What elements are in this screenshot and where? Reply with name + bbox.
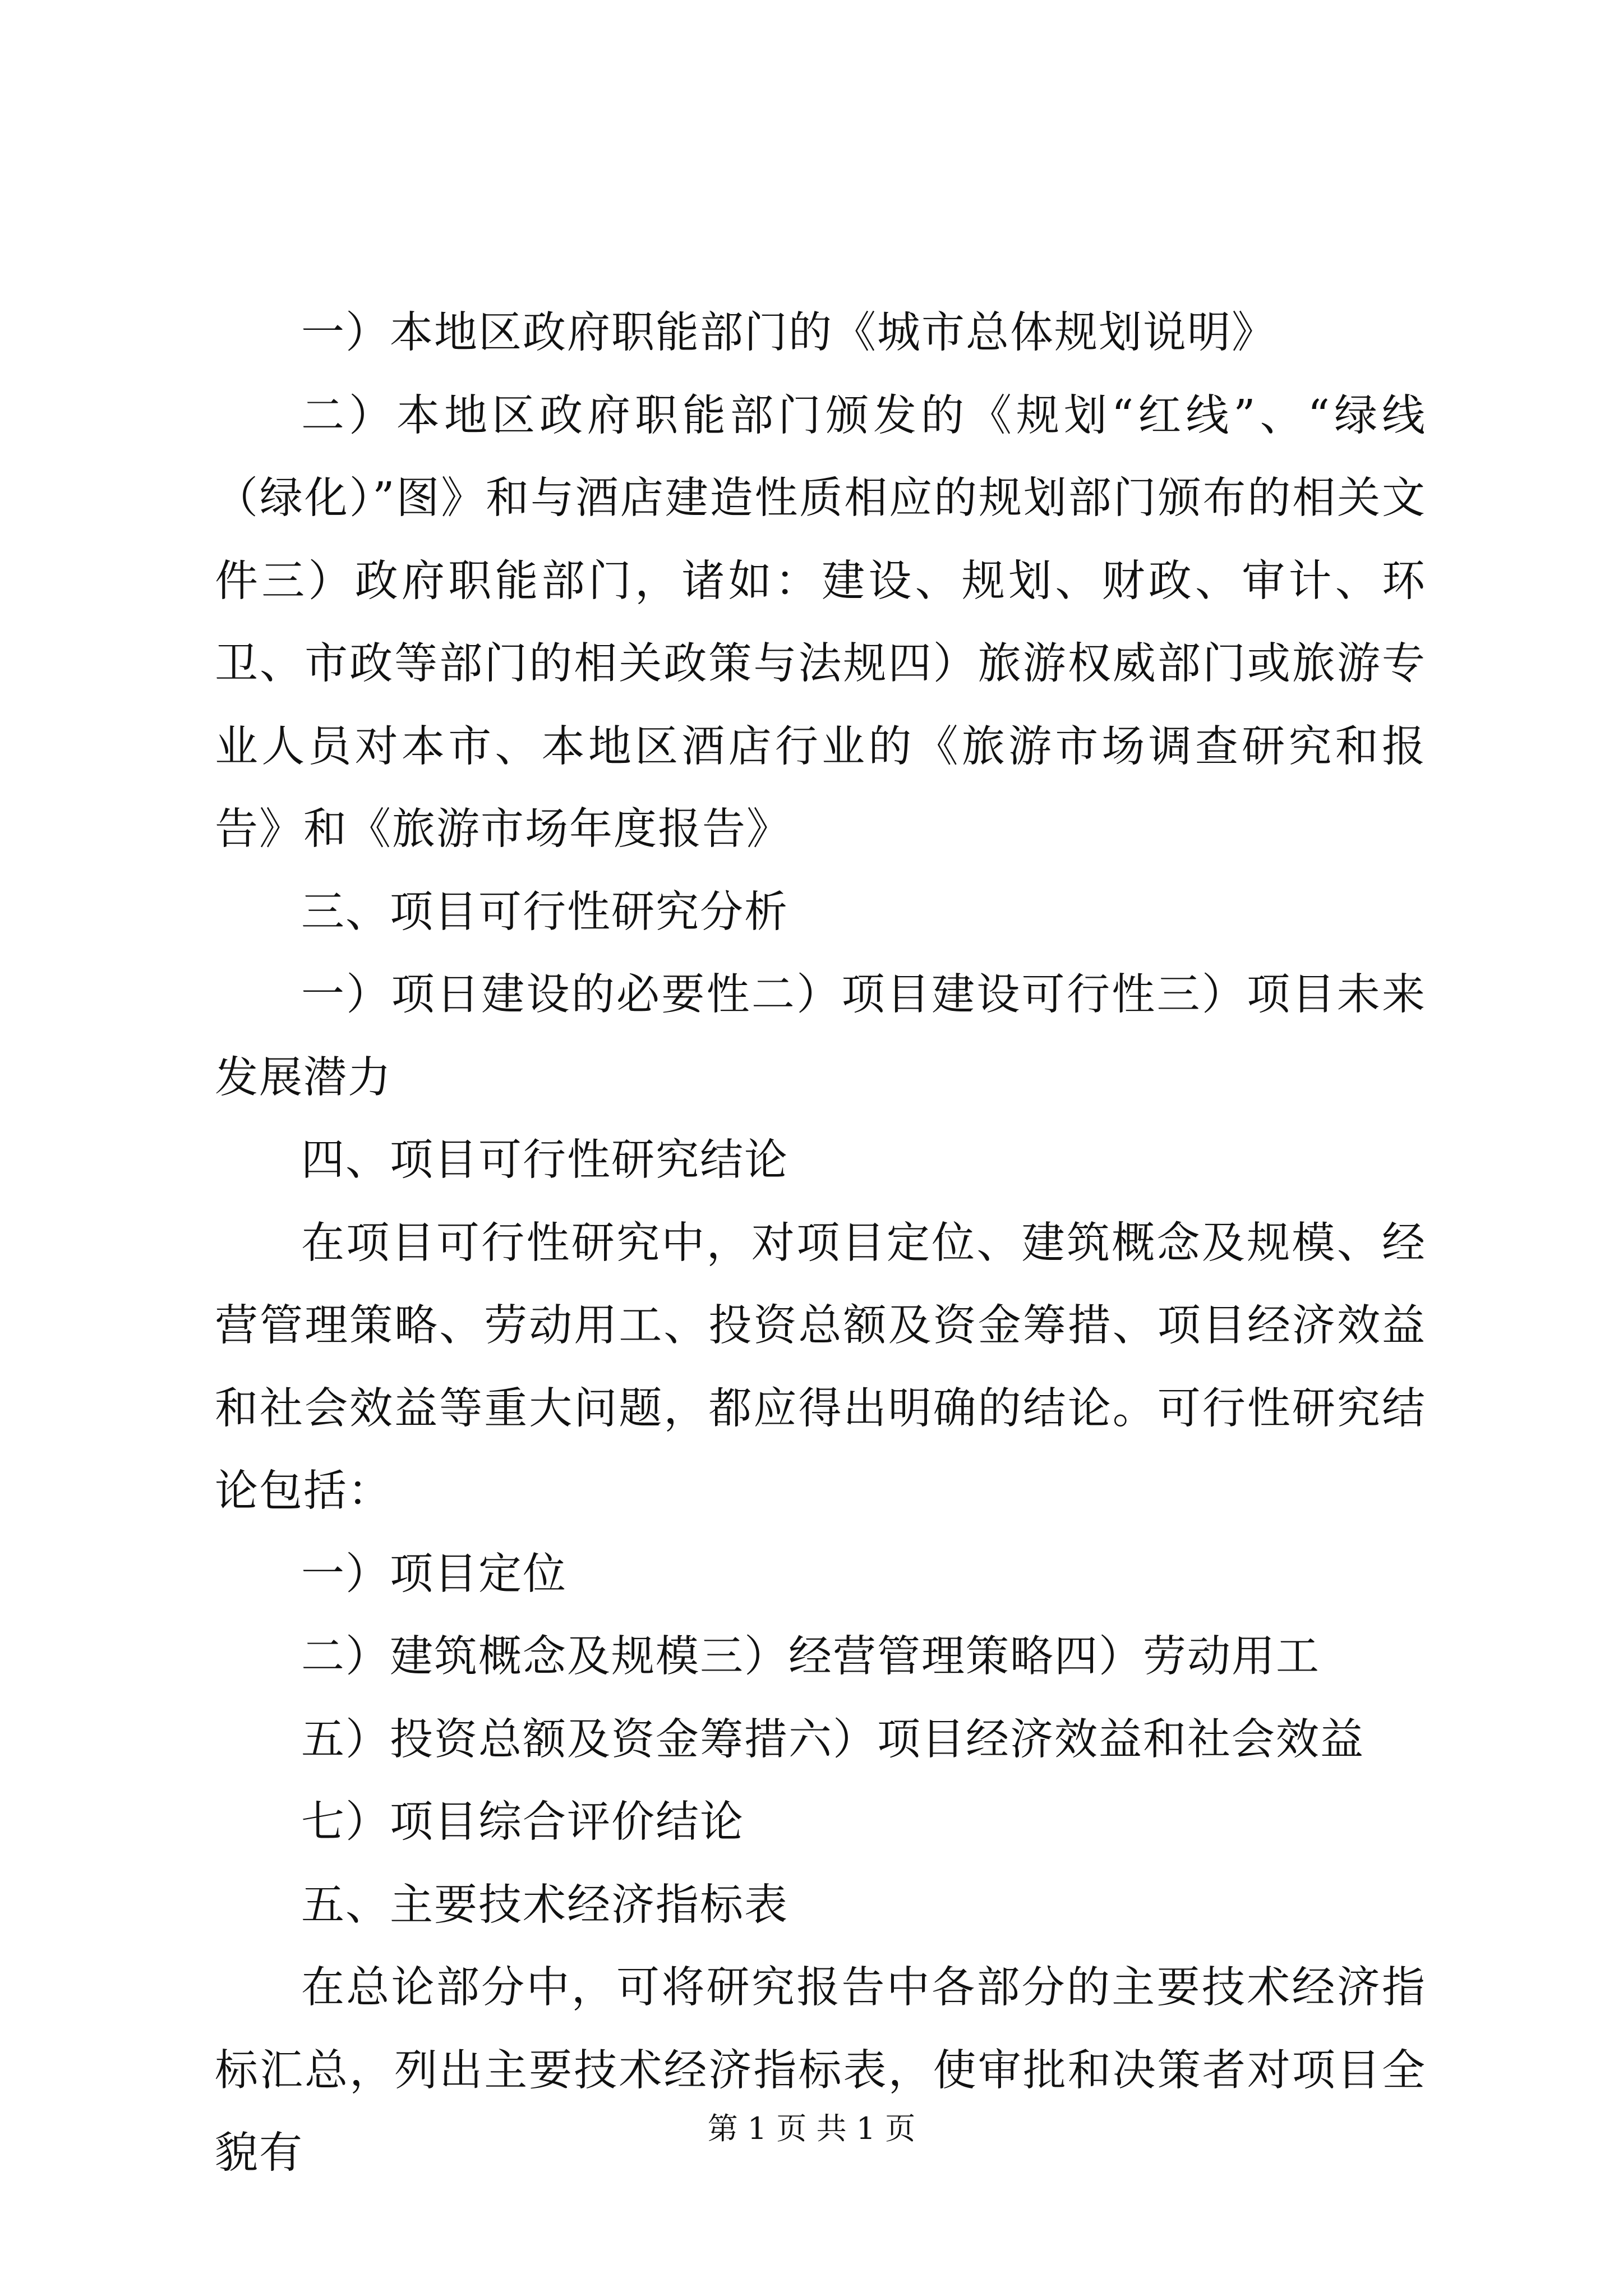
section-heading-3: 三、项目可行性研究分析 [301,887,789,937]
paragraph-summary: 在总论部分中，可将研究报告中各部分的主要技术经济指标汇总，列出主要技术经济指标表，使审批和决策者对项目全貌有 [215,1963,1426,2178]
paragraph-conclusion: 在项目可行性研究中，对项目定位、建筑概念及规模、经营管理策略、劳动用工、投资总额及资金筹措、项目经济效益和社会效益等重大问题，都应得出明确的结论。可行性研究结论包括： [215,1218,1426,1516]
paragraph-item-4: 一）项日建设的必要性二）项目建设可行性三）项目未来发展潜力 [215,970,1426,1103]
paragraph-item-position: 一）项目定位 [301,1549,567,1599]
page-number: 第 1 页 共 1 页 [707,2111,916,2146]
document-body [215,292,1426,2195]
paragraph-item-1: 一）本地区政府职能部门的《城市总体规划说明》 [301,308,1276,358]
paragraph-item-2: 二）本地区政府职能部门颁发的《规划“红线”、“绿线（绿化）”图》和与酒店建造性质相应的规划部门颁布的相关文件三）政府职能部门，诸如：建设、规划、财政、审计、环卫、市政等部门的相关政策与法规四）旅游权威部门或旅游专业人员对本市、本地区酒店行业的《旅游市场调查研究和报告》和《旅游市场年度报告》 [215,390,1426,854]
section-heading-4: 四、项目可行性研究结论 [301,1135,789,1185]
page-footer [0,2109,1623,2148]
section-heading-5: 五、主要技术经济指标表 [301,1880,789,1930]
paragraph-item-building: 二）建筑概念及规模三）经营管理策略四）劳动用工 [301,1632,1320,1682]
paragraph-item-evaluation: 七）项目综合评价结论 [301,1797,744,1847]
paragraph-item-investment: 五）投资总额及资金筹措六）项目经济效益和社会效益 [301,1714,1364,1765]
